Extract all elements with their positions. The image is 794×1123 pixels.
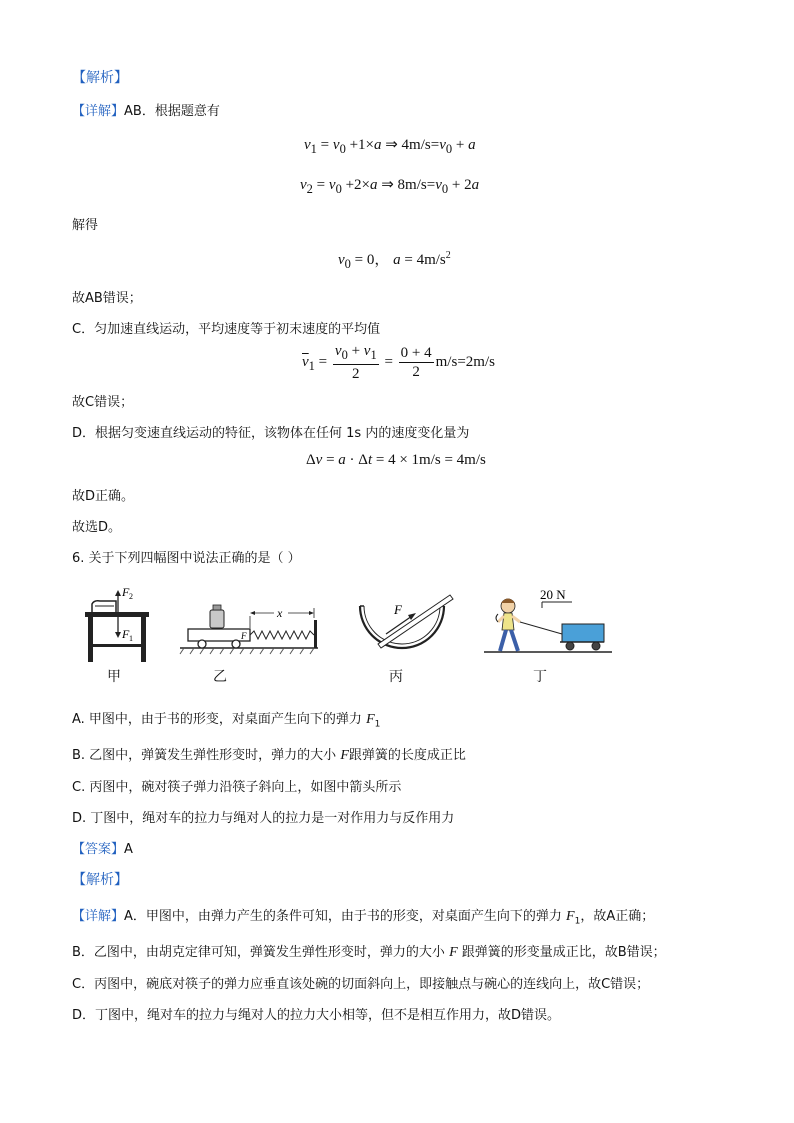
figure-bing-bowl [350,592,460,662]
option-d: D. 丁图中，绳对车的拉力与绳对人的拉力是一对作用力与反作用力 [72,811,455,826]
x-label: x [277,606,283,620]
analysis-header-2: 【解析】 [72,872,128,888]
answer-line [72,838,133,857]
svg-text:1: 1 [129,634,133,643]
detail2-b: B．乙图中，由胡克定律可知，弹簧发生弹性形变时，弹力的大小 F 跟弹簧的形变量成正比，故B错误； [72,945,666,960]
detail-label: 【详解】 [72,104,125,119]
c-line: C．匀加速直线运动，平均速度等于初末速度的平均值 [72,322,381,337]
detail2-a: 【详解】A．甲图中，由弹力产生的条件可知，由于书的形变，对桌面产生向下的弹力 $F_1$，故A正确； [72,909,655,927]
caption-ding: 丁 [533,669,547,685]
force-label: 20 N [540,587,566,602]
detail2-d: D．丁图中，绳对车的拉力与绳对人的拉力大小相等，但不是相互作用力，故D错误。 [72,1008,561,1023]
d-line: D．根据匀变速直线运动的特征，该物体在任何 1s 内的速度变化量为 [72,426,470,441]
option-b: B. 乙图中，弹簧发生弹性形变时，弹力的大小 F跟弹簧的长度成正比 [72,748,466,763]
question-6-title: 6. 关于下列四幅图中说法正确的是（ ） [72,551,301,566]
svg-text:2: 2 [129,592,133,601]
f-label: F [241,631,247,641]
analysis-header: 【解析】 [72,70,128,86]
caption-bing: 丙 [389,669,403,685]
detail-line [72,100,220,119]
detail2-c: C．丙图中，碗底对筷子的弹力应垂直该处碗的切面斜向上，即接触点与碗心的连线向上，故C错误； [72,977,650,992]
d-right: 故D正确。 [72,489,135,504]
detail-text: AB．根据题意有 [124,104,220,119]
solve-text: 解得 [72,218,99,233]
caption-yi: 乙 [213,669,227,685]
figure-jia-table [80,584,160,666]
f2-label: F [122,585,130,599]
figure-yi-spring [178,596,323,658]
figure-ding-cart [484,582,614,656]
equation-1: $v_1 = v_0 +1\times a$ ⇒ $4m/s=v_0 + a$ [304,137,476,156]
f1-label: F [122,627,130,641]
equation-5: Δv = a · Δt = 4 × 1m/s = 4m/s [306,452,486,468]
equation-4: $\overline{v}_1$ = $\frac{v_0 + v_1}{2}$ = $\frac{0 + 4}{2}$ m/s=2m/s [302,343,495,382]
caption-jia: 甲 [107,669,121,685]
c-wrong: 故C错误； [72,395,134,410]
equation-3: $v_0 = 0$， $a = 4m/s^2$ [338,250,451,271]
equation-2: $v_2 = v_0 +2\times a$ ⇒ $8m/s=v_0 + 2a$ [300,177,480,196]
choose-text: 故选D。 [72,520,122,535]
answer-value: A [124,842,133,857]
ab-wrong: 故AB错误； [72,291,142,306]
f-label: F [394,602,402,617]
detail2-label: 【详解】 [72,909,125,924]
option-c: C. 丙图中，碗对筷子弹力沿筷子斜向上，如图中箭头所示 [72,780,402,795]
option-a: A. 甲图中，由于书的形变，对桌面产生向下的弹力 $F_1$ [72,712,381,730]
answer-label: 【答案】 [72,842,125,857]
